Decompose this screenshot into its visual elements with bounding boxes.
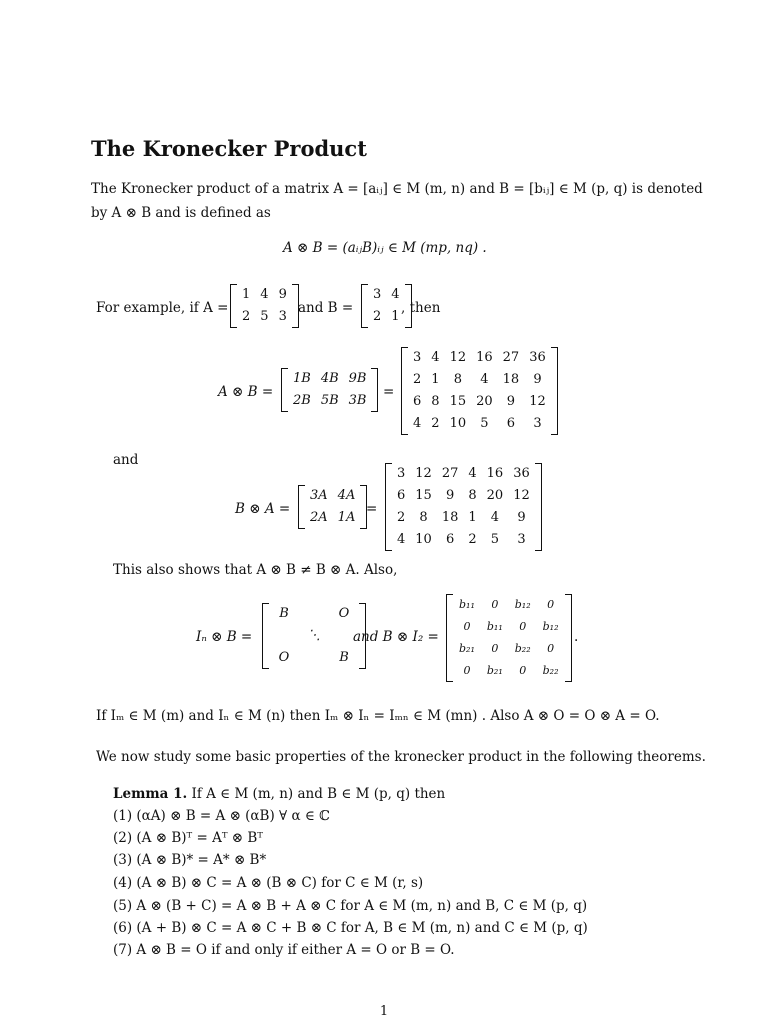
definition-equation: A ⊗ B = (aᵢⱼB)ᵢⱼ ∈ M (mp, nq) . [283,240,487,256]
lemma-statement: If A ∈ M (m, n) and B ∈ M (p, q) then [191,786,446,802]
example-prefix: For example, if A = [96,300,229,316]
axb-equals: = [383,384,395,400]
matrix-A [230,284,299,328]
lemma-item-6: (6) (A + B) ⊗ C = A ⊗ C + B ⊗ C for A, B ∈ M (m, n) and C ∈ M (p, q) [113,920,588,936]
example-then: , then [401,300,441,316]
page-title: The Kronecker Product [91,136,367,161]
study-line: We now study some basic properties of the kronecker product in the following theorems. [96,749,706,765]
intro-line-2: by A ⊗ B and is defined as [91,205,271,221]
identity-block-matrix: B O ⋱ O B [262,603,366,669]
bxa-block-matrix: 3A 4A 2A 1A [298,485,367,529]
lemma-item-7: (7) A ⊗ B = O if and only if either A = O or B = O. [113,942,455,958]
lemma-item-4: (4) (A ⊗ B) ⊗ C = A ⊗ (B ⊗ C) for C ∈ M (r, s) [113,875,424,891]
axb-result-matrix: 3 4 12 16 27 36 2 1 8 4 18 9 6 8 15 20 9 12 4 2 10 5 6 3 [401,347,558,435]
matrix-B-table: 3 4 2 1 [373,287,400,324]
intro-line-1: The Kronecker product of a matrix A = [aᵢⱼ] ∈ M (m, n) and B = [bᵢⱼ] ∈ M (p, q) is denoted [91,181,703,197]
identity-line: If Iₘ ∈ M (m) and Iₙ ∈ M (n) then Iₘ ⊗ Iₙ = Iₘₙ ∈ M (mn) . Also A ⊗ O = O ⊗ A = O. [96,708,660,724]
lemma-label: Lemma 1. [113,786,188,802]
noncommute-line: This also shows that A ⊗ B ≠ B ⊗ A. Also, [113,562,398,578]
lemma-item-1: (1) (αA) ⊗ B = A ⊗ (αB) ∀ α ∈ ℂ [113,808,330,824]
bxa-result-matrix: 3 12 27 4 16 36 6 15 9 8 20 12 2 8 18 1 4 9 4 10 6 2 5 3 [385,463,542,551]
lemma-item-5: (5) A ⊗ (B + C) = A ⊗ B + A ⊗ C for A ∈ M (m, n) and B, C ∈ M (p, q) [113,898,588,914]
example-and: and B = [298,300,354,316]
identity-result-matrix: b₁₁ 0 b₁₂ 0 0 b₁₁ 0 b₁₂ b₂₁ 0 b₂₂ 0 0 b₂₁ 0 b₂₂ [446,594,572,682]
identity-mid: and B ⊗ I₂ = [353,629,439,645]
page-number: 1 [379,1004,389,1019]
lemma-item-2: (2) (A ⊗ B)ᵀ = Aᵀ ⊗ Bᵀ [113,830,263,846]
identity-lhs: Iₙ ⊗ B = [196,629,253,645]
identity-end: . [574,629,579,645]
axb-block-matrix: 1B 4B 9B 2B 5B 3B [281,368,378,412]
lemma-item-3: (3) (A ⊗ B)* = A* ⊗ B* [113,852,267,868]
matrix-A-table: 1 4 9 2 5 3 [242,287,287,324]
lemma-heading [113,786,445,802]
bxa-lhs: B ⊗ A = [235,501,291,517]
bxa-equals: = [366,501,378,517]
and-word: and [113,452,139,468]
axb-lhs: A ⊗ B = [218,384,274,400]
